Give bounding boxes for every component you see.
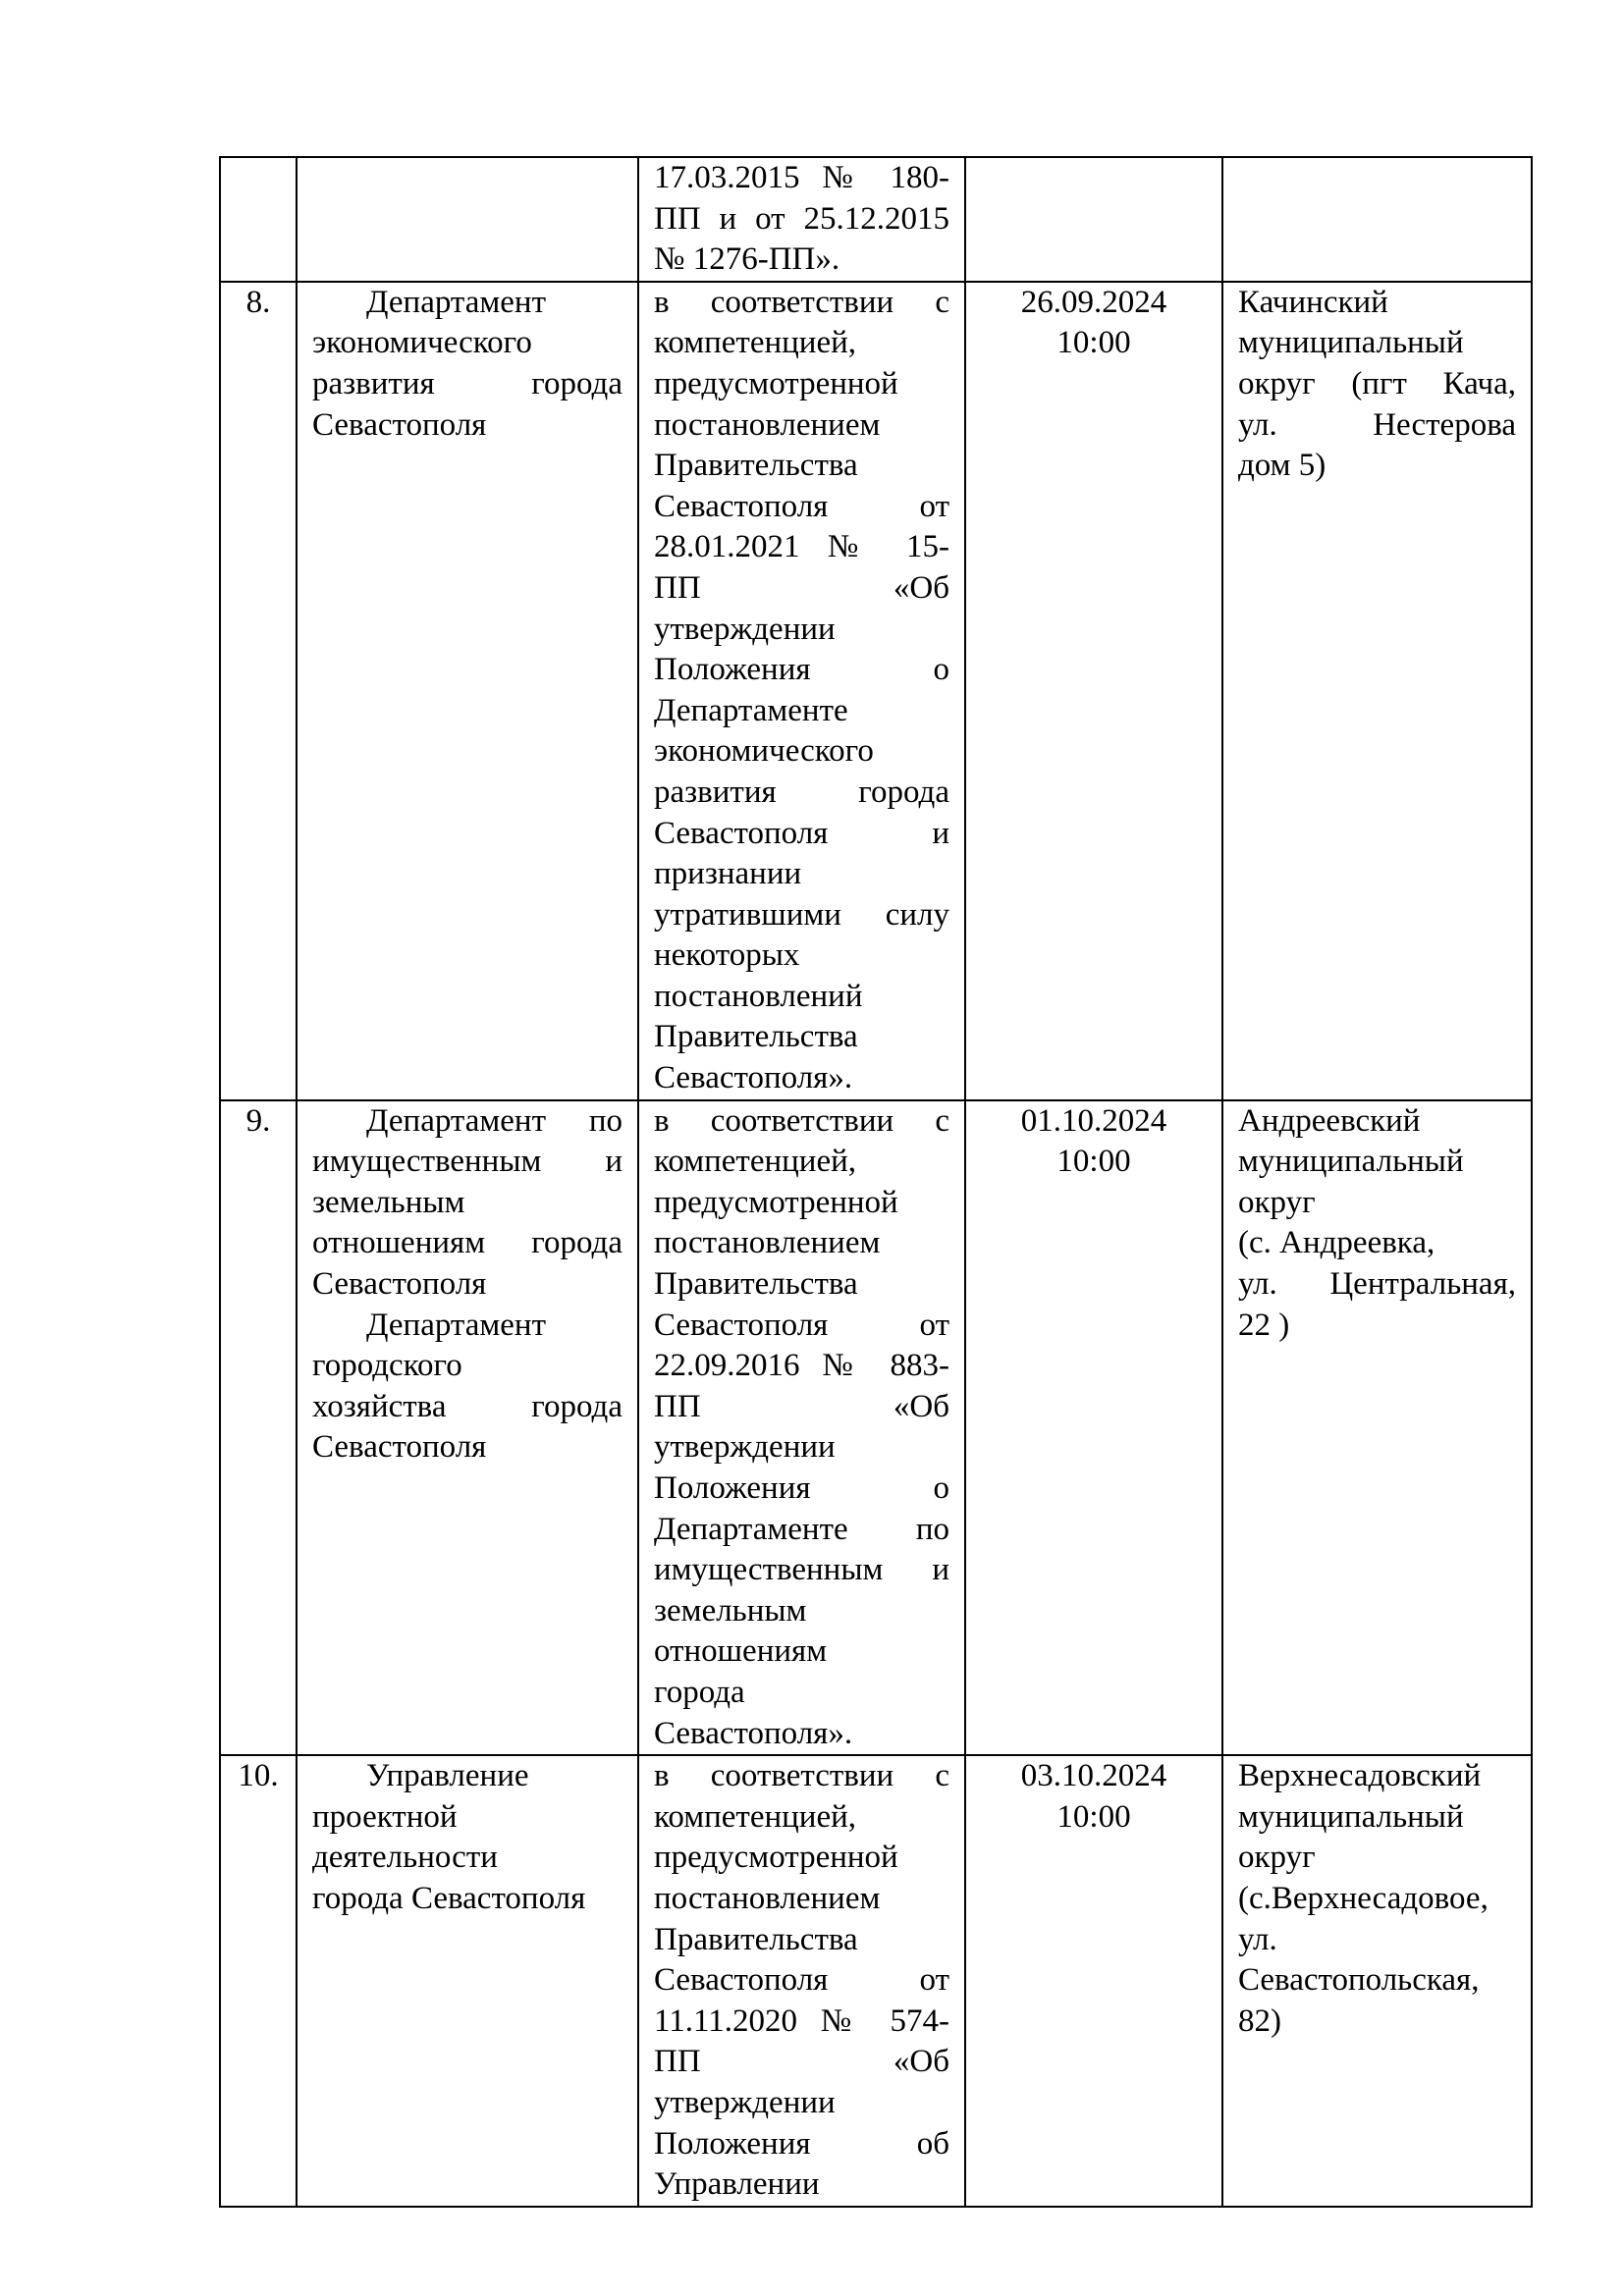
date-text: 01.10.2024 (1020, 1102, 1167, 1139)
table-row (220, 1755, 1532, 2207)
date-text: 03.10.2024 (1020, 1758, 1167, 1794)
location-text-line: муниципальный (1238, 1798, 1464, 1835)
row-number: 8. (245, 284, 271, 320)
legal-basis-cell (638, 282, 965, 1100)
organization-text-line: Департамент по (366, 1102, 623, 1139)
location-text-line: Верхнесадовский (1238, 1758, 1482, 1794)
legal-basis-text-line: города (654, 1674, 745, 1710)
row-number-cell (220, 157, 297, 282)
organization-text-line: Департамент (366, 284, 547, 320)
legal-basis-text-line: компетенцией, (654, 1798, 857, 1835)
legal-basis-text-line: Правительства (654, 448, 858, 484)
legal-basis-text-line: утверждении (654, 2084, 836, 2120)
location-text-line: 82) (1238, 2002, 1281, 2039)
table-row (220, 282, 1532, 1100)
legal-basis-text-line: утверждении (654, 1429, 836, 1466)
legal-basis-text-line: развития города (654, 774, 949, 810)
location-text-line: округ (1238, 1840, 1316, 1876)
legal-basis-text-line: Севастополя от (654, 1307, 949, 1343)
schedule-table (219, 156, 1533, 2208)
legal-basis-text-line: некоторых (654, 937, 800, 974)
legal-basis-text-line: имущественным и (654, 1552, 949, 1588)
legal-basis-text-line: № 1276-ПП». (654, 241, 840, 278)
legal-basis-text-line: 11.11.2020 № 574- (654, 2002, 949, 2039)
row-number: 9. (245, 1102, 271, 1139)
location-cell (1222, 282, 1532, 1100)
legal-basis-cell (638, 157, 965, 282)
legal-basis-text-line: компетенцией, (654, 325, 857, 361)
legal-basis-text-line: ПП «Об (654, 2044, 949, 2080)
legal-basis-text-line: экономического (654, 733, 874, 770)
legal-basis-text-line: в соответствии с (654, 1102, 949, 1139)
location-text-line: Севастопольская, (1238, 1962, 1480, 1999)
organization-cell (297, 157, 638, 282)
organization-text-line: Севастополя (312, 406, 487, 443)
row-number-cell (220, 282, 297, 1100)
location-text-line: ул. Центральная, (1238, 1266, 1516, 1303)
location-text-line: округ (1238, 1184, 1316, 1220)
legal-basis-text-line: Правительства (654, 1019, 858, 1055)
legal-basis-text-line: Управлении (654, 2166, 820, 2203)
legal-basis-text-line: ПП «Об (654, 1388, 949, 1424)
legal-basis-text-line: постановлений (654, 978, 863, 1014)
legal-basis-text-line: Департаменте по (654, 1511, 949, 1547)
location-text-line: ул. Нестерова (1238, 406, 1516, 443)
legal-basis-text-line: отношениям (654, 1633, 828, 1670)
legal-basis-text-line: 17.03.2015 № 180- (654, 160, 949, 195)
table-row (220, 157, 1532, 282)
legal-basis-text-line: утверждении (654, 611, 836, 647)
organization-text-line: Управление (366, 1758, 529, 1794)
legal-basis-text-line: Севастополя от (654, 488, 949, 524)
legal-basis-text-line: Положения о (654, 652, 949, 688)
legal-basis-text-line: ПП «Об (654, 569, 949, 606)
location-text-line: 22 ) (1238, 1307, 1290, 1343)
organization-text-line: экономического (312, 325, 532, 361)
legal-basis-text-line: компетенцией, (654, 1144, 857, 1180)
organization-cell (297, 1755, 638, 2207)
legal-basis-cell (638, 1755, 965, 2207)
organization-cell (297, 1100, 638, 1756)
legal-basis-text-line: Севастополя». (654, 1715, 853, 1751)
legal-basis-text-line: Правительства (654, 1266, 858, 1303)
legal-basis-text-line: Департаменте (654, 692, 848, 728)
location-text-line: округ (пгт Кача, (1238, 365, 1516, 401)
date-time-cell (965, 157, 1222, 282)
organization-cell (297, 282, 638, 1100)
date-time-cell (965, 282, 1222, 1100)
legal-basis-text-line: признании (654, 856, 802, 892)
location-text-line: (с.Верхнесадовое, (1238, 1880, 1489, 1916)
organization-text-line: отношениям города (312, 1225, 623, 1261)
legal-basis-cell (638, 1100, 965, 1756)
location-cell (1222, 1100, 1532, 1756)
location-text-line: Андреевский (1238, 1102, 1421, 1139)
legal-basis-text-line: в соответствии с (654, 1758, 949, 1794)
legal-basis-text-line: Севастополя от (654, 1962, 949, 1999)
table-row (220, 1100, 1532, 1756)
legal-basis-text-line: земельным (654, 1592, 807, 1629)
legal-basis-text-line: утратившими силу (654, 896, 949, 933)
row-number-cell (220, 1100, 297, 1756)
organization-text-line: проектной (312, 1798, 458, 1835)
legal-basis-text-line: предусмотренной (654, 365, 898, 401)
location-text-line: дом 5) (1238, 448, 1326, 484)
location-text-line: муниципальный (1238, 1144, 1464, 1180)
organization-text-line: города Севастополя (312, 1880, 586, 1916)
organization-text-line: хозяйства города (312, 1388, 623, 1424)
legal-basis-text-line: Севастополя». (654, 1060, 853, 1096)
time-text: 10:00 (1056, 325, 1131, 361)
organization-text-line: деятельности (312, 1840, 498, 1876)
location-text-line: Качинский (1238, 284, 1388, 320)
location-cell (1222, 1755, 1532, 2207)
time-text: 10:00 (1056, 1144, 1131, 1180)
time-text: 10:00 (1056, 1798, 1131, 1835)
table-body (220, 157, 1532, 2207)
organization-text-line: городского (312, 1348, 462, 1384)
location-cell (1222, 157, 1532, 282)
organization-text-line: имущественным и (312, 1144, 623, 1180)
legal-basis-text-line: предусмотренной (654, 1184, 898, 1220)
location-text-line: муниципальный (1238, 325, 1464, 361)
organization-text-line: Департамент (366, 1307, 547, 1343)
location-text-line: (с. Андреевка, (1238, 1225, 1435, 1261)
date-text: 26.09.2024 (1020, 284, 1167, 320)
legal-basis-text-line: постановлением (654, 1225, 881, 1261)
legal-basis-text-line: Севастополя и (654, 815, 949, 851)
legal-basis-text-line: предусмотренной (654, 1840, 898, 1876)
row-number: 10. (238, 1758, 279, 1794)
location-text-line: ул. (1238, 1921, 1277, 1957)
legal-basis-text-line: Положения об (654, 2125, 949, 2162)
organization-text-line: развития города (312, 365, 623, 401)
organization-text-line: Севастополя (312, 1266, 487, 1303)
legal-basis-text-line: постановлением (654, 406, 881, 443)
legal-basis-text-line: 22.09.2016 № 883- (654, 1348, 949, 1384)
row-number-cell (220, 1755, 297, 2207)
legal-basis-text-line: Правительства (654, 1921, 858, 1957)
date-time-cell (965, 1755, 1222, 2207)
legal-basis-text-line: Положения о (654, 1470, 949, 1506)
date-time-cell (965, 1100, 1222, 1756)
legal-basis-text-line: постановлением (654, 1880, 881, 1916)
organization-text-line: земельным (312, 1184, 465, 1220)
legal-basis-text-line: ПП и от 25.12.2015 (654, 200, 949, 237)
legal-basis-text-line: 28.01.2021 № 15- (654, 529, 949, 565)
organization-text-line: Севастополя (312, 1429, 487, 1466)
legal-basis-text-line: в соответствии с (654, 284, 949, 320)
